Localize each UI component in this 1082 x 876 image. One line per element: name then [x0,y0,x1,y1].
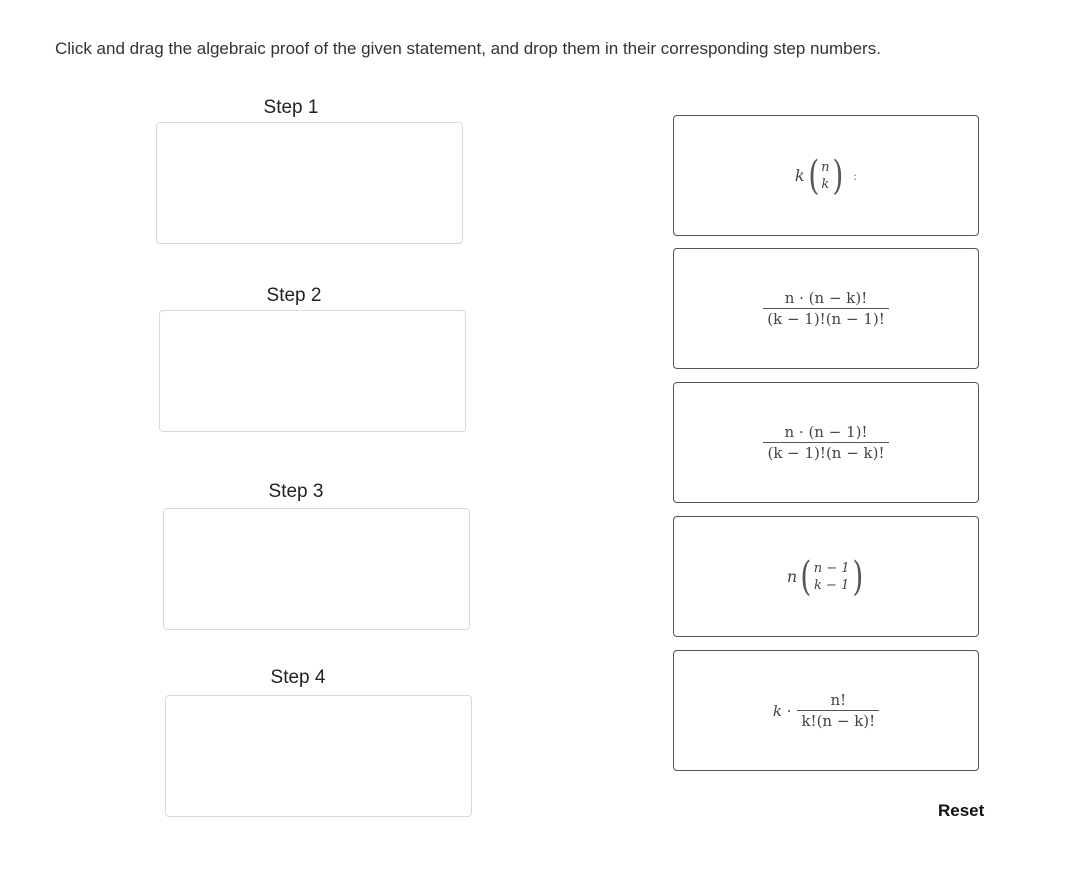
binomial-top: n [821,159,830,175]
denominator: k!(n − k)! [797,710,879,730]
binomial-top: n − 1 [813,560,850,576]
math-expression [794,152,858,199]
step-3-label: Step 3 [268,481,324,502]
step-4-label: Step 4 [270,667,326,688]
step-1-drop-zone[interactable] [156,122,463,244]
numerator: n! [830,691,847,709]
math-expression [786,553,865,600]
fraction [763,423,888,462]
binomial: ( n − 1 k − 1 ) [800,553,863,600]
binomial-bottom: k − 1 [814,577,850,593]
numerator: n · (n − 1)! [784,423,868,441]
coefficient: n [786,567,798,586]
binomial: ( n k ) [807,152,843,199]
instructions-text: Click and drag the algebraic proof of the given statement, and drop them in their corresponding step numbers. [55,39,881,58]
draggable-card-n-binom-n-1-k-1[interactable] [673,516,979,637]
step-1-label: Step 1 [263,97,319,118]
coefficient: k [794,166,805,185]
draggable-card-fraction-n-minus-1[interactable] [673,382,979,503]
step-2-drop-zone[interactable] [159,310,466,432]
trailing-colon: : [853,168,858,183]
numerator: n · (n − k)! [784,289,868,307]
fraction [797,691,879,730]
denominator: (k − 1)!(n − k)! [763,442,888,462]
step-3-drop-zone[interactable] [163,508,470,630]
draggable-card-k-times-fraction[interactable] [673,650,979,771]
step-2-label: Step 2 [266,285,322,306]
draggable-card-fraction-n-minus-k[interactable] [673,248,979,369]
binomial-bottom: k [821,176,830,192]
fraction [763,289,889,328]
coefficient: k · [772,701,792,720]
math-expression [773,691,879,730]
denominator: (k − 1)!(n − 1)! [763,308,889,328]
draggable-card-k-binom-n-k[interactable] [673,115,979,236]
step-4-drop-zone[interactable] [165,695,472,817]
reset-button[interactable]: Reset [938,801,985,820]
